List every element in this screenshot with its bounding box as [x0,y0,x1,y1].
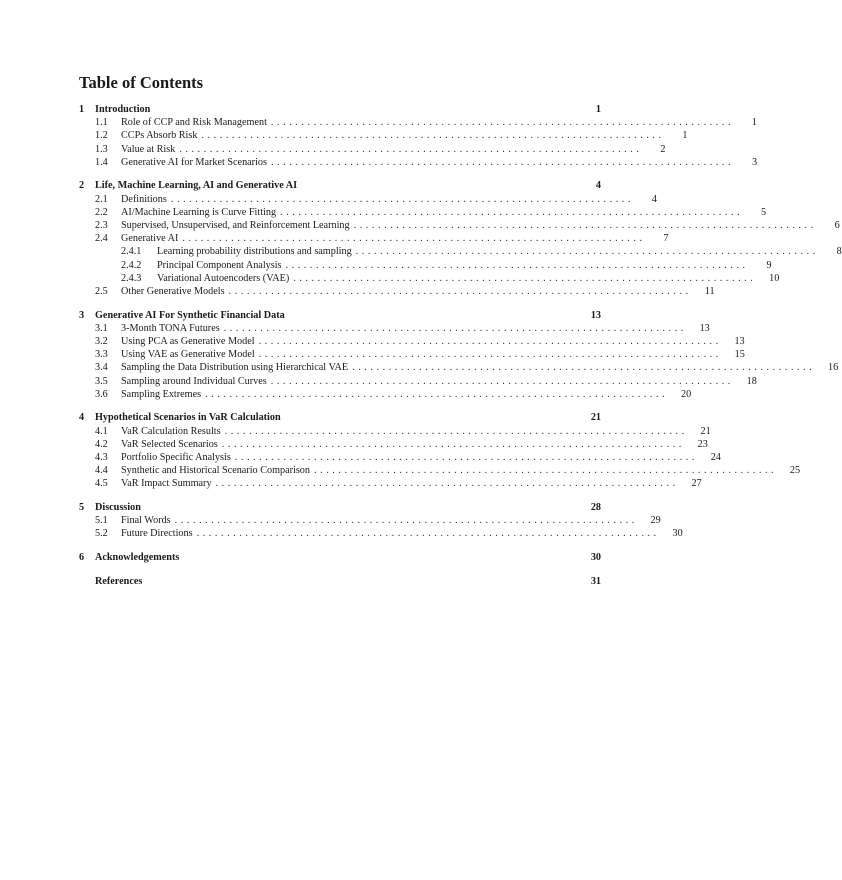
toc-leader-dots: . . . . . . . . . . . . . . . . . . . . . . . . . . . . . . . . . . . . . . . . . . . . . . . . . . . . . . . . . . . . . . . . . . . . . . . . . . . . [182,233,643,245]
toc-entry-page: 30 [590,552,601,564]
toc-entry-page: 27 [691,478,702,490]
toc-subsection-2-4[interactable] [79,232,669,245]
toc-entry-title: Acknowledgements [95,552,180,564]
toc-subsection-2-1[interactable] [79,193,657,206]
toc-entry-title: Final Words [121,515,171,527]
toc-leader-dots: . . . . . . . . . . . . . . . . . . . . . . . . . . . . . . . . . . . . . . . . . . . . . . . . . . . . . . . . . . . . . . . . . . . . . . . . . . . . [223,322,684,334]
toc-entry-title: Value at Risk [121,143,176,155]
toc-section-gap [79,401,601,412]
toc-entry-number: 6 [79,552,85,564]
toc-entry-page: 11 [704,285,715,297]
toc-entry-page: 29 [650,515,661,527]
toc-entry-number: 3.4 [95,362,108,374]
toc-subsection-4-2[interactable] [79,438,708,451]
toc-subsubsection-2-4-1[interactable] [79,245,842,258]
toc-entry-number: 2.4.2 [121,259,142,271]
toc-entry-page: 13 [699,322,710,334]
toc-entry-title: References [95,575,143,587]
toc-entry-title: CCPs Absorb Risk [121,130,198,142]
toc-entry-page: 6 [834,220,840,231]
toc-subsection-1-1[interactable] [79,116,757,129]
toc-entry-page: 31 [590,575,601,587]
toc-entry-number: 1.2 [95,130,108,142]
toc-entry-number: 4 [79,412,85,424]
toc-leader-dots: . . . . . . . . . . . . . . . . . . . . . . . . . . . . . . . . . . . . . . . . . . . . . . . . . . . . . . . . . . . . . . . . . . . . . . . . . . . . [314,465,775,477]
toc-subsubsection-2-4-3[interactable] [79,272,780,285]
toc-entry-page: 13 [590,309,601,321]
toc-entry-page: 1 [751,117,757,129]
toc-leader-dots: . . . . . . . . . . . . . . . . . . . . . . . . . . . . . . . . . . . . . . . . . . . . . . . . . . . . . . . . . . . . . . . . . . . . . . . . . . . . [221,438,682,450]
toc-entry-number: 4.2 [95,438,108,450]
toc-entry-title: Sampling the Data Distribution using Hierarchical VAE [121,362,349,374]
toc-entry-title: Discussion [95,502,141,514]
toc-entry-title: Variational Autoencoders (VAE) [157,272,290,284]
toc-section-4[interactable] [79,411,601,424]
toc-entry-number: 4.4 [95,465,108,477]
toc-subsection-5-1[interactable] [79,514,661,527]
toc-leader-dots: . . . . . . . . . . . . . . . . . . . . . . . . . . . . . . . . . . . . . . . . . . . . . . . . . . . . . . . . . . . . . . . . . . . . . . . . . . . . [196,528,657,540]
toc-entry-number: 3.1 [95,322,108,334]
toc-entry-number: 2.5 [95,285,108,297]
toc-entry-page: 20 [680,388,692,400]
toc-entry-title: Supervised, Unsupervised, and Reinforcement Learning [121,220,350,231]
toc-subsection-4-3[interactable] [79,451,721,464]
toc-section-gap [79,564,601,575]
toc-entry-number: 1.1 [95,117,108,129]
toc-entry-title: Life, Machine Learning, AI and Generative AI [95,180,298,192]
toc-entry-title: Introduction [95,104,151,115]
toc-entry-page: 10 [769,272,780,284]
toc-leader-dots: . . . . . . . . . . . . . . . . . . . . . . . . . . . . . . . . . . . . . . . . . . . . . . . . . . . . . . . . . . . . . . . . . . . . . . . . . . . . [352,362,813,374]
toc-subsection-5-2[interactable] [79,527,683,540]
toc-entry-page: 15 [734,349,745,361]
toc-leader-dots: . . . . . . . . . . . . . . . . . . . . . . . . . . . . . . . . . . . . . . . . . . . . . . . . . . . . . . . . . . . . . . . . . . . . . . . . . . . . [270,117,731,129]
toc-entry-title: Sampling around Individual Curves [121,375,267,387]
toc-entry-number: 3.3 [95,349,108,361]
toc-subsection-3-4[interactable] [79,361,839,374]
toc-entry-title: 3-Month TONA Futures [121,322,220,334]
toc-section-gap [79,491,601,502]
toc-entry-title: Sampling Extremes [121,388,202,400]
toc-entry-number: 5.2 [95,528,108,540]
toc-section-2[interactable] [79,179,601,192]
toc-entry-page: 2 [660,143,666,155]
toc-leader-dots: . . . . . . . . . . . . . . . . . . . . . . . . . . . . . . . . . . . . . . . . . . . . . . . . . . . . . . . . . . . . . . . . . . . . . . . . . . . . [174,515,635,527]
toc-entry-page: 24 [710,452,721,463]
toc-entry-page: 25 [789,465,801,477]
toc-leader-dots: . . . . . . . . . . . . . . . . . . . . . . . . . . . . . . . . . . . . . . . . . . . . . . . . . . . . . . . . . . . . . . . . . . . . . . . . . . . . [258,349,719,361]
toc-subsection-3-3[interactable] [79,348,745,361]
toc-entry-number: 2.3 [95,220,108,231]
toc-entry-number: 3.5 [95,375,108,387]
toc-leader-dots: . . . . . . . . . . . . . . . . . . . . . . . . . . . . . . . . . . . . . . . . . . . . . . . . . . . . . . . . . . . . . . . . . . . . . . . . . . . . [234,452,695,463]
toc-subsection-3-6[interactable] [79,388,692,401]
toc-section-5[interactable] [79,501,601,514]
toc-entry-page: 21 [700,425,711,437]
toc-section-gap [79,541,601,552]
toc-leader-dots: . . . . . . . . . . . . . . . . . . . . . . . . . . . . . . . . . . . . . . . . . . . . . . . . . . . . . . . . . . . . . . . . . . . . . . . . . . . . [270,375,731,387]
toc-subsection-1-4[interactable] [79,156,758,169]
toc-entry-number: 5 [79,502,85,514]
toc-entry-page: 1 [682,130,688,142]
toc-entry-title: VaR Impact Summary [121,478,212,490]
toc-section-gap [79,298,601,309]
toc-leader-dots: . . . . . . . . . . . . . . . . . . . . . . . . . . . . . . . . . . . . . . . . . . . . . . . . . . . . . . . . . . . . . . . . . . . . . . . . . . . . [285,259,746,271]
toc-leader-dots: . . . . . . . . . . . . . . . . . . . . . . . . . . . . . . . . . . . . . . . . . . . . . . . . . . . . . . . . . . . . . . . . . . . . . . . . . . . . [280,206,741,218]
toc-entry-title: Using VAE as Generative Model [121,349,255,361]
toc-entry-page: 18 [746,375,757,387]
toc-entry-title: Generative AI for Market Scenarios [121,156,267,168]
toc-entry-number: 2.4.1 [121,246,142,258]
toc-subsubsection-2-4-2[interactable] [79,259,772,272]
toc-entry-page: 1 [595,104,601,115]
toc-entry-page: 16 [828,362,839,374]
toc-subsection-3-2[interactable] [79,335,745,348]
toc-entry-page: 28 [590,502,601,514]
toc-entry-title: Role of CCP and Risk Management [121,117,267,129]
toc-section-6[interactable] [79,551,601,564]
toc-entry-number: 2.1 [95,193,108,205]
toc-leader-dots: . . . . . . . . . . . . . . . . . . . . . . . . . . . . . . . . . . . . . . . . . . . . . . . . . . . . . . . . . . . . . . . . . . . . . . . . . . . . [170,193,631,205]
toc-entry-title: Learning probability distributions and sampling [157,246,352,258]
toc-title: Table of Contents [79,73,204,92]
toc-entry-number: 3.2 [95,336,108,347]
toc-entry-title: Generative AI [121,233,179,245]
toc-entry-title: Portfolio Specific Analysis [121,452,231,463]
toc-entry-title: Generative AI For Synthetic Financial Data [95,309,285,321]
toc-entry-page: 4 [595,180,601,192]
toc-entry-page: 23 [697,438,708,450]
toc-leader-dots: . . . . . . . . . . . . . . . . . . . . . . . . . . . . . . . . . . . . . . . . . . . . . . . . . . . . . . . . . . . . . . . . . . . . . . . . . . . . [215,478,676,490]
toc-entry-page: 3 [751,156,758,168]
toc-entry-title: Future Directions [121,528,193,540]
toc-subsection-1-2[interactable] [79,129,688,142]
toc-entry-number: 4.3 [95,452,108,463]
toc-entry-page: 5 [761,206,767,218]
toc-leader-dots: . . . . . . . . . . . . . . . . . . . . . . . . . . . . . . . . . . . . . . . . . . . . . . . . . . . . . . . . . . . . . . . . . . . . . . . . . . . . [355,246,816,258]
toc-entry-number: 2.4 [95,233,108,245]
toc-leader-dots: . . . . . . . . . . . . . . . . . . . . . . . . . . . . . . . . . . . . . . . . . . . . . . . . . . . . . . . . . . . . . . . . . . . . . . . . . . . . [293,272,754,284]
toc-subsection-3-1[interactable] [79,322,710,335]
toc-entry-number: 1 [79,104,85,115]
table-of-contents [79,103,842,588]
toc-entry-title: Hypothetical Scenarios in VaR Calculation [95,412,281,424]
toc-leader-dots: . . . . . . . . . . . . . . . . . . . . . . . . . . . . . . . . . . . . . . . . . . . . . . . . . . . . . . . . . . . . . . . . . . . . . . . . . . . . [258,336,719,347]
toc-leader-dots: . . . . . . . . . . . . . . . . . . . . . . . . . . . . . . . . . . . . . . . . . . . . . . . . . . . . . . . . . . . . . . . . . . . . . . . . . . . . [179,143,640,155]
toc-entry-number: 2.4.3 [121,272,142,284]
toc-section-gap [79,169,601,180]
toc-subsection-1-3[interactable] [79,143,666,156]
toc-entry-title: VaR Calculation Results [121,425,221,437]
toc-subsection-2-3[interactable] [79,219,840,232]
toc-subsection-4-5[interactable] [79,477,702,490]
toc-entry-title: VaR Selected Scenarios [121,438,218,450]
toc-section-1[interactable] [79,103,601,116]
toc-leader-dots: . . . . . . . . . . . . . . . . . . . . . . . . . . . . . . . . . . . . . . . . . . . . . . . . . . . . . . . . . . . . . . . . . . . . . . . . . . . . [224,425,685,437]
toc-entry-number: 1.4 [95,156,108,168]
toc-leader-dots: . . . . . . . . . . . . . . . . . . . . . . . . . . . . . . . . . . . . . . . . . . . . . . . . . . . . . . . . . . . . . . . . . . . . . . . . . . . . [228,285,689,297]
toc-entry-page: 30 [672,528,683,540]
toc-entry-title: Using PCA as Generative Model [121,336,255,347]
toc-entry-number: 3 [79,309,85,321]
toc-entry-number: 5.1 [95,515,108,527]
toc-entry-title: Definitions [121,193,167,205]
toc-leader-dots: . . . . . . . . . . . . . . . . . . . . . . . . . . . . . . . . . . . . . . . . . . . . . . . . . . . . . . . . . . . . . . . . . . . . . . . . . . . . [353,220,814,231]
toc-entry-page: 8 [836,246,842,258]
toc-subsection-4-4[interactable] [79,464,801,477]
toc-entry-number: 4.1 [95,425,108,437]
toc-entry-number: 3.6 [95,388,108,400]
toc-entry-number: 2 [79,180,85,192]
toc-section-references[interactable] [79,575,601,588]
toc-entry-page: 7 [663,233,669,245]
toc-entry-title: AI/Machine Learning is Curve Fitting [121,206,277,218]
toc-entry-number: 4.5 [95,478,108,490]
toc-leader-dots: . . . . . . . . . . . . . . . . . . . . . . . . . . . . . . . . . . . . . . . . . . . . . . . . . . . . . . . . . . . . . . . . . . . . . . . . . . . . [201,130,662,142]
toc-entry-title: Other Generative Models [121,285,225,297]
toc-section-3[interactable] [79,309,601,322]
toc-entry-number: 2.2 [95,206,108,218]
toc-entry-title: Principal Component Analysis [157,259,282,271]
toc-entry-page: 4 [651,193,657,205]
toc-entry-title: Synthetic and Historical Scenario Comparison [121,465,310,477]
toc-leader-dots: . . . . . . . . . . . . . . . . . . . . . . . . . . . . . . . . . . . . . . . . . . . . . . . . . . . . . . . . . . . . . . . . . . . . . . . . . . . . [270,156,732,168]
toc-subsection-3-5[interactable] [79,375,757,388]
toc-entry-page: 21 [590,412,601,424]
toc-leader-dots: . . . . . . . . . . . . . . . . . . . . . . . . . . . . . . . . . . . . . . . . . . . . . . . . . . . . . . . . . . . . . . . . . . . . . . . . . . . . [205,388,666,400]
toc-subsection-2-5[interactable] [79,285,715,298]
toc-entry-number: 1.3 [95,143,108,155]
toc-entry-page: 13 [734,336,745,347]
toc-subsection-2-2[interactable] [79,206,767,219]
toc-entry-page: 9 [766,259,772,271]
toc-subsection-4-1[interactable] [79,425,711,438]
